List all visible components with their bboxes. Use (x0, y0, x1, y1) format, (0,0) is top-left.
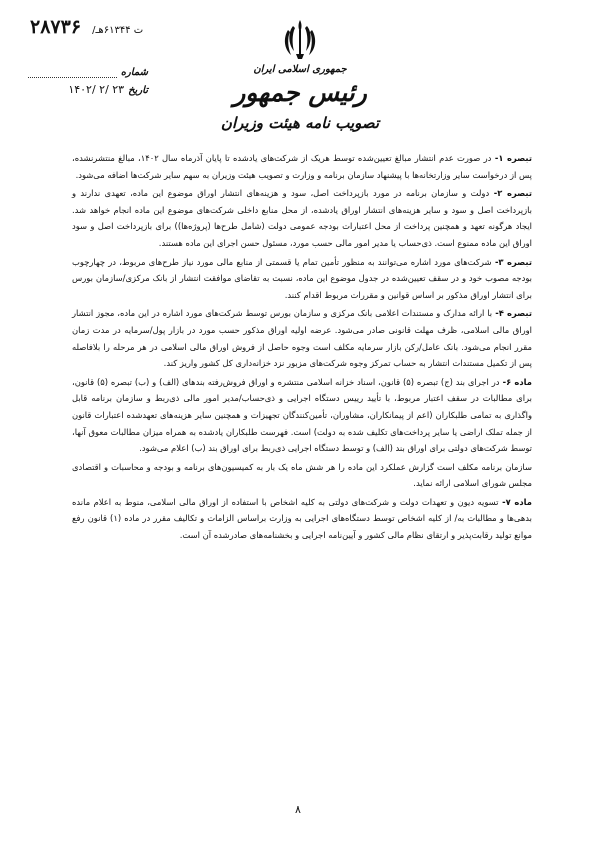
number-label: شماره (120, 67, 148, 78)
paragraph (72, 254, 532, 304)
paragraph (72, 374, 532, 457)
republic-title: جمهوری اسلامی ایران (253, 64, 347, 75)
paragraph-text: در صورت عدم انتشار مبالغ تعیین‌شده توسط هریک از شرکت‌های یادشده تا پایان آذرماه سال ۱۴۰۲، مبالغ منتشرنشده، پس از درخواست سایر وزارتخانه‌ها با پیشنهاد سازمان برنامه و وزارت و تصویب هیئت وزیران به سهم سایر شرکت‌ها اضافه می‌شود. (72, 153, 532, 180)
paragraph (72, 305, 532, 371)
approval-title: تصویب نامه هیئت وزیران (220, 114, 380, 132)
paragraph-text: تسویه دیون و تعهدات دولت و شرکت‌های دولتی به کلیه اشخاص با استفاده از اوراق مالی اسلامی، منوط به اعلام مانده بدهی‌ها و مطالبات به/ از کلیه اشخاص توسط دستگاه‌های اجرایی به وزارت براساس الزامات و تکالیف مقرر در ماده (۱) قانون رفع موانع تولید رقابت‌پذیر و ارتقای نظام مالی کشور و آیین‌نامه اجرایی و بخشنامه‌های صادرشده آن است. (72, 496, 532, 541)
paragraph-heading: تبصره ۴- (492, 308, 532, 319)
president-title: رئیس جمهور (233, 78, 367, 107)
paragraph-text: شرکت‌های مورد اشاره می‌توانند به منظور تأمین تمام یا قسمتی از منابع مالی مورد نیاز طرح‌های مربوط، در چهارچوب بودجه مصوب خود و در سقف تعیین‌شده در جدول موضوع این ماده، نسبت به تقاضای موافقت انتشار از بانک مرکزی/سازمان بورس برای انتشار اوراق مذکور بر اساس قوانین و مقررات مربوط اقدام کنند. (72, 256, 532, 300)
paragraph-heading: ماده ۶- (499, 376, 532, 387)
iran-emblem-icon (283, 18, 317, 60)
document-number-value: ۲۸۷۳۶ (30, 16, 82, 38)
paragraph-text: سازمان برنامه مکلف است گزارش عملکرد این ماده را هر شش ماه یک بار به کمیسیون‌های برنامه و بودجه و محاسبات و اقتصادی مجلس شورای اسلامی ارائه نماید. (72, 461, 532, 489)
number-dotted-line (28, 67, 117, 78)
document-meta (28, 60, 148, 96)
document-body (72, 150, 532, 546)
date-label: تاریخ (128, 85, 148, 96)
number-row (28, 60, 148, 78)
paragraph (72, 459, 532, 492)
date-value: ۱۴۰۲/ ۲/ ۲۳ (68, 83, 125, 96)
paragraph-text: در اجرای بند (ج) تبصره (۵) قانون، اسناد خزانه اسلامی منتشره و اوراق فروش‌رفته بندهای (الف) و (ب) تبصره (۵) قانون، برای مطالبات در سقف اعتبار مربوط، با تأیید رییس دستگاه اجرایی و ذی‌حساب/مدیر امور مالی ذی‌ربط و سازمان برنامه قابل واگذاری به تمامی طلبکاران (اعم از پیمانکاران، مشاوران، تأمین‌کنندگان تجهیزات و همچنین سایر هزینه‌های تعهدشده اعتبارات قانون از جمله تملک اراضی یا سایر پرداخت‌های تکلیف شده به دولت) است. فهرست طلبکاران یادشده به همراه میزان مطالبات معوق آنها، توسط شرکت‌های دولتی برای اوراق بند (الف) و توسط دستگاه اجرایی ذی‌ربط برای اوراق بند (ب) اعلام می‌شود. (72, 376, 532, 454)
paragraph-text: دولت و سازمان برنامه در مورد بازپرداخت اصل، سود و هزینه‌های انتشار اوراق موضوع این ماده، تعهدی ندارند و بازپرداخت اصل و سود و سایر هزینه‌های انتشار اوراق یادشده، از محل منابع داخلی شرکت‌های موضوع این ماده انجام خواهد شد. ایجاد هرگونه تعهد و همچنین پرداخت از محل اعتبارات بودجه عمومی دولت (شامل طرح‌ها (پروژه‌ها)) برای بازپرداخت اصل و سود اوراق این ماده ممنوع است. ذی‌حساب یا مدیر امور مالی حسب مورد، مسئول حسن اجرای این ماده هستند. (72, 188, 532, 248)
paragraph (72, 494, 532, 544)
paragraph-heading: تبصره ۲- (489, 188, 532, 199)
paragraph (72, 185, 532, 251)
page-number: ۸ (295, 803, 301, 816)
date-row (28, 78, 148, 96)
paragraph (72, 150, 532, 183)
document-ref: /ت ۶۱۳۴۴هـ (92, 25, 144, 36)
document-number (30, 16, 143, 38)
paragraph-heading: تبصره ۱- (491, 153, 532, 163)
paragraph-heading: تبصره ۳- (491, 256, 532, 267)
paragraph-text: با ارائه مدارک و مستندات اعلامی بانک مرکزی و سازمان بورس توسط شرکت‌های مورد اشاره در این ماده، مجوز انتشار اوراق مالی اسلامی، ظرف مهلت قانونی صادر می‌شود. عرضه اولیه اوراق مذکور حسب مورد در بازار پول/سرمایه در مدت زمان مقرر انجام می‌شود. بانک عامل/رکن بازار سرمایه مکلف است وجوه حاصل از فروش اوراق مالی اسلامی در هر مرحله را بلافاصله پس از تکمیل مستندات انتشار به حساب تمرکز وجوه شرکت‌های مزبور نزد خزانه‌داری کل کشور واریز کند. (72, 308, 532, 369)
paragraph-heading: ماده ۷- (498, 496, 532, 507)
